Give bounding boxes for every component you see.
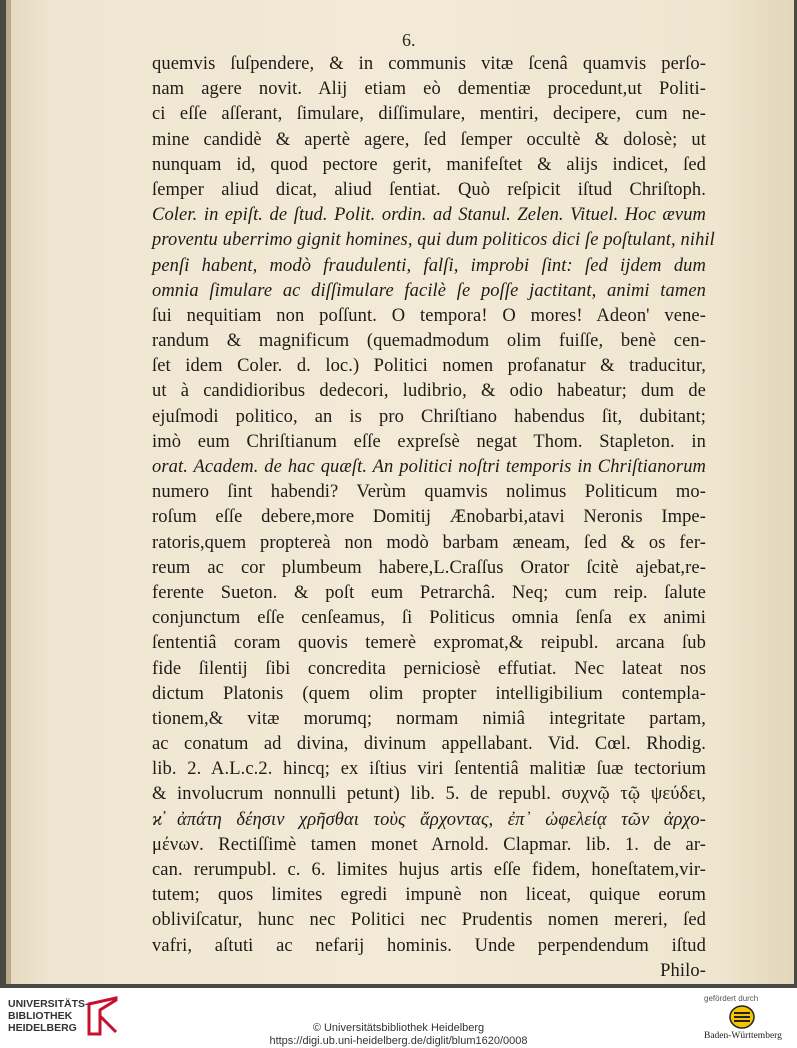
library-name: UNIVERSITÄTS- BIBLIOTHEK HEIDELBERG (8, 998, 89, 1034)
text-line: nam agere novit. Alij etiam eò dementiæ procedunt,ut Politi- (152, 79, 706, 100)
text-line: dictum Platonis (quem olim propter intelligibilium contempla- (152, 683, 706, 704)
text-line: ejuſmodi politico, an is pro Chriſtiano habendus ſit, dubitant; (152, 406, 706, 427)
permalink[interactable]: https://digi.ub.uni-heidelberg.de/diglit/blum1620/0008 (269, 1035, 528, 1047)
text-line: omnia ſimulare ac diſſimulare facilè ſe poſſe jactitant, animi tamen (152, 280, 706, 301)
text-line: mine candidè & apertè agere, ſed ſemper occultè & dolosè; ut (152, 129, 706, 150)
text-line: ſententiâ coram quovis temerè expromat,& reipubl. arcana ſub (152, 633, 706, 654)
text-line: quemvis ſuſpendere, & in communis vitæ ſcenâ quamvis perſo- (152, 54, 706, 74)
state-coat-of-arms-icon (728, 1004, 756, 1030)
text-line: μένων. Rectiſſimè tamen monet Arnold. Clapmar. lib. 1. de ar- (152, 834, 706, 855)
text-line: proventu uberrimo gignit homines, qui dum politicos dici ſe poſtulant, nihil (152, 230, 715, 251)
text-line: tionem,& vitæ morumq; normam nimiâ integritate partam, (152, 708, 706, 729)
text-line: reum ac cor plumbeum habere,L.Craſſus Orator ſcitè ajebat,re- (152, 557, 706, 578)
funder-name[interactable]: Baden-Württemberg (704, 1031, 782, 1041)
text-line: numero ſint habendi? Verùm quamvis nolimus Politicum mo- (152, 482, 706, 503)
copyright-notice: © Universitätsbibliothek Heidelberg (312, 1022, 485, 1034)
text-line: ac conatum ad divina, divinum appellabant. Vid. Cœl. Rhodig. (152, 734, 706, 755)
text-line: ratoris,quem proptereà non modò barbam æneam, ſed & os fer- (152, 532, 706, 553)
text-line: Coler. in epiſt. de ſtud. Polit. ordin. ad Stanul. Zelen. Vituel. Hoc ævum (152, 205, 706, 226)
paper-leaf (6, 0, 794, 984)
funding-label: gefördert durch (704, 994, 759, 1003)
text-line: nunquam id, quod pectore gerit, manifeſtet & alijs indicet, ſed (152, 154, 706, 175)
text-line: ſet idem Coler. d. loc.) Politici nomen profanatur & traducitur, (152, 356, 706, 377)
catchword: Philo- (660, 960, 706, 981)
text-line: conjunctum eſſe cenſeamus, ſi Politicus omnia ſenſa ex animi (152, 608, 706, 629)
page-gutter-edge (6, 0, 11, 984)
text-line: can. rerumpubl. c. 6. limites hujus artis eſſe fidem, honeſtatem,vir- (152, 860, 706, 880)
text-line: penſi habent, modò fraudulenti, falſi, improbi ſint: ſed ijdem dum (152, 255, 706, 276)
page-number: 6. (402, 30, 416, 50)
text-line: ſemper aliud dicat, aliud ſentiat. Quò reſpicit iſtud Chriſtoph. (152, 179, 706, 200)
text-line: orat. Academ. de hac quæſt. An politici noſtri temporis in Chriſtianorum (152, 457, 706, 477)
viewer-footer (0, 988, 797, 1046)
page-text-block (152, 52, 715, 984)
text-line: ſui nequitiam non poſſunt. O tempora! O mores! Adeon' vene- (152, 305, 706, 326)
text-line: fide ſilentij ſibi concredita perniciosè effutiat. Nec lateat nos (152, 658, 706, 679)
text-line: randum & magnificum (quemadmodum olim fuiſſe, benè cen- (152, 331, 706, 352)
text-line: obliviſcatur, hunc nec Politici nec Prudentis nomen mereri, ſed (152, 910, 706, 931)
text-line-greek: ϰ̓ ἀπάτη δέησιν χρῆσθαι τοὺς ἄρχοντας, ἐπ᾽ ὠφελείᾳ τῶν ἀρχο- (152, 809, 706, 830)
text-line: tutem; quos limites egredi impunè non liceat, quique eorum (152, 885, 706, 906)
text-line: ferente Sueton. & poſt eum Petrarchâ. Neq; cum reip. ſalute (152, 582, 706, 603)
text-line: imò eum Chriſtianum eſſe expreſsè negat Thom. Stapleton. in (152, 431, 706, 452)
text-line: ut à candidioribus dedecori, ludibrio, & odio habeatur; dum de (152, 381, 706, 402)
text-line: & involucrum nonnulli petunt) lib. 5. de republ. συχνῷ τῷ ψεύδει, (152, 784, 706, 805)
text-line: ci eſſe aſſerant, ſimulare, diſſimulare, mentiri, decipere, cum ne- (152, 104, 706, 125)
text-line: roſum eſſe debere,more Domitij Ænobarbi,atavi Neronis Impe- (152, 507, 706, 528)
text-line: lib. 2. A.L.c.2. hincq; ex iſtius viri ſententiâ malitiæ ſuæ tectorium (152, 759, 706, 780)
text-line: vafri, aſtuti ac nefarij hominis. Unde perpendendum iſtud (152, 935, 706, 956)
